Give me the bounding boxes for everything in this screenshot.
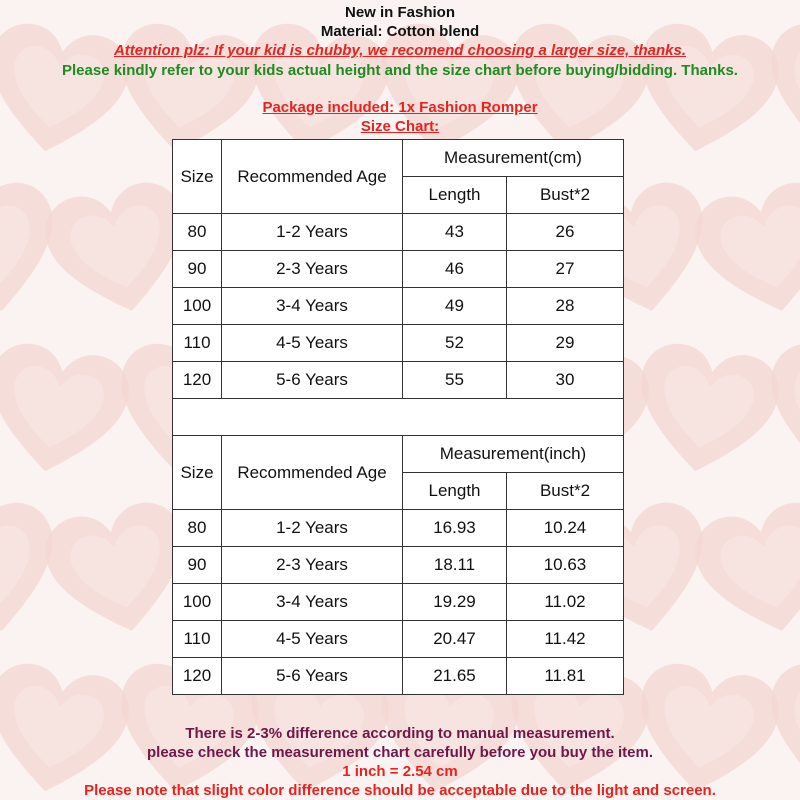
conversion-note: 1 inch = 2.54 cm <box>342 763 458 780</box>
color-note: Please note that slight color difference should be acceptable due to the light and screen. <box>84 782 716 799</box>
cell-age: 2-3 Years <box>222 547 403 584</box>
column-header-length: Length <box>403 177 507 214</box>
cell-length: 49 <box>403 288 507 325</box>
cell-length: 55 <box>403 362 507 399</box>
cell-size: 120 <box>173 362 222 399</box>
cell-size: 90 <box>173 251 222 288</box>
cell-age: 4-5 Years <box>222 325 403 362</box>
cell-bust: 11.81 <box>507 658 624 695</box>
cell-size: 100 <box>173 584 222 621</box>
cell-bust: 27 <box>507 251 624 288</box>
refer-note: Please kindly refer to your kids actual height and the size chart before buying/bidding. Thanks. <box>62 62 738 79</box>
size-chart-table <box>172 139 624 695</box>
title-line: New in Fashion <box>344 4 455 21</box>
table-spacer-row <box>173 399 624 436</box>
cell-age: 4-5 Years <box>222 621 403 658</box>
cell-length: 16.93 <box>403 510 507 547</box>
cell-length: 20.47 <box>403 621 507 658</box>
cell-size: 80 <box>173 214 222 251</box>
cell-size: 90 <box>173 547 222 584</box>
cell-length: 46 <box>403 251 507 288</box>
cell-size: 80 <box>173 510 222 547</box>
cell-bust: 10.63 <box>507 547 624 584</box>
material-line: Material: Cotton blend <box>320 23 480 40</box>
cell-length: 18.11 <box>403 547 507 584</box>
cell-size: 110 <box>173 325 222 362</box>
empty-cell <box>173 399 624 436</box>
cell-age: 1-2 Years <box>222 510 403 547</box>
cell-age: 3-4 Years <box>222 584 403 621</box>
size-chart-heading: Size Chart: <box>360 118 440 135</box>
column-header-bust: Bust*2 <box>507 177 624 214</box>
cell-bust: 28 <box>507 288 624 325</box>
cell-length: 21.65 <box>403 658 507 695</box>
cell-bust: 11.42 <box>507 621 624 658</box>
cell-size: 120 <box>173 658 222 695</box>
package-line: Package included: 1x Fashion Romper <box>262 99 538 116</box>
attention-note: Attention plz: If your kid is chubby, we recomend choosing a larger size, thanks. <box>113 42 687 59</box>
table-row <box>173 621 624 658</box>
cell-age: 1-2 Years <box>222 214 403 251</box>
table-row <box>173 251 624 288</box>
table-row <box>173 658 624 695</box>
cell-bust: 29 <box>507 325 624 362</box>
difference-note: There is 2-3% difference according to manual measurement. <box>185 725 615 742</box>
column-header-age: Recommended Age <box>222 140 403 214</box>
column-header-age: Recommended Age <box>222 436 403 510</box>
cell-size: 100 <box>173 288 222 325</box>
table-row <box>173 547 624 584</box>
column-header-length: Length <box>403 473 507 510</box>
table-row <box>173 362 624 399</box>
cell-bust: 11.02 <box>507 584 624 621</box>
column-header-size: Size <box>173 140 222 214</box>
table-row <box>173 325 624 362</box>
table-row <box>173 288 624 325</box>
cell-length: 19.29 <box>403 584 507 621</box>
table-row <box>173 214 624 251</box>
cell-age: 3-4 Years <box>222 288 403 325</box>
column-header-bust: Bust*2 <box>507 473 624 510</box>
table-row <box>173 510 624 547</box>
column-header-size: Size <box>173 436 222 510</box>
check-note: please check the measurement chart carefully before you buy the item. <box>146 744 653 761</box>
cell-size: 110 <box>173 621 222 658</box>
cell-bust: 30 <box>507 362 624 399</box>
cell-age: 5-6 Years <box>222 658 403 695</box>
cell-age: 5-6 Years <box>222 362 403 399</box>
table-row <box>173 584 624 621</box>
cell-age: 2-3 Years <box>222 251 403 288</box>
group-header-measurement-inch: Measurement(inch) <box>403 436 624 473</box>
cell-length: 52 <box>403 325 507 362</box>
cell-bust: 26 <box>507 214 624 251</box>
cell-bust: 10.24 <box>507 510 624 547</box>
cell-length: 43 <box>403 214 507 251</box>
group-header-measurement-cm: Measurement(cm) <box>403 140 624 177</box>
